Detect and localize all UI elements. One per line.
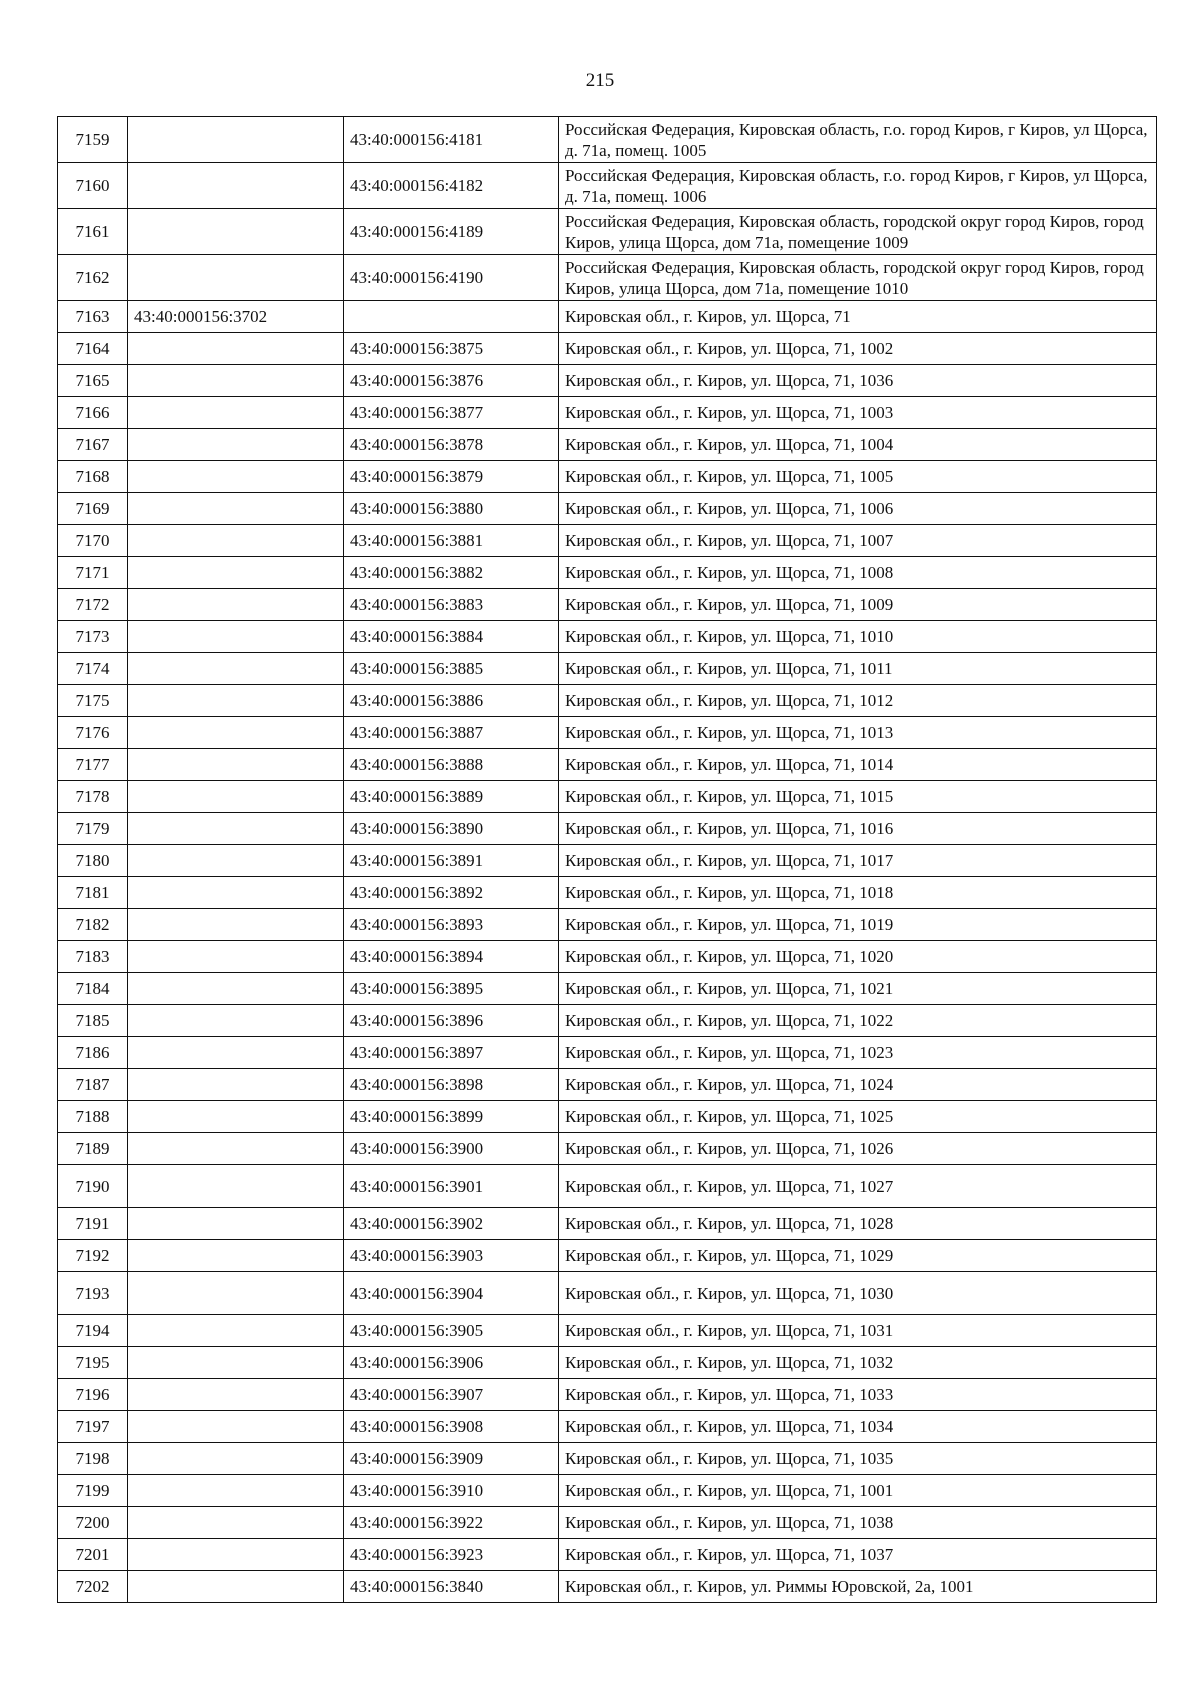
address-cell: Российская Федерация, Кировская область, городской округ город Киров, город Киров, улица Щорса, дом 71а, помещение 1009 xyxy=(559,209,1157,255)
row-number-cell: 7170 xyxy=(58,525,128,557)
registry-table xyxy=(57,116,1157,1603)
table-row xyxy=(58,909,1157,941)
object-cadastral-number-cell: 43:40:000156:3897 xyxy=(344,1037,559,1069)
table-row xyxy=(58,1475,1157,1507)
parcel-cadastral-number-cell xyxy=(128,1539,344,1571)
address-cell: Кировская обл., г. Киров, ул. Щорса, 71, 1004 xyxy=(559,429,1157,461)
address-cell: Кировская обл., г. Киров, ул. Щорса, 71, 1006 xyxy=(559,493,1157,525)
parcel-cadastral-number-cell xyxy=(128,1443,344,1475)
row-number-cell: 7191 xyxy=(58,1208,128,1240)
address-cell: Кировская обл., г. Киров, ул. Щорса, 71, 1019 xyxy=(559,909,1157,941)
parcel-cadastral-number-cell xyxy=(128,1101,344,1133)
parcel-cadastral-number-cell xyxy=(128,1208,344,1240)
row-number-cell: 7173 xyxy=(58,621,128,653)
row-number-cell: 7166 xyxy=(58,397,128,429)
address-cell: Кировская обл., г. Киров, ул. Щорса, 71, 1036 xyxy=(559,365,1157,397)
object-cadastral-number-cell: 43:40:000156:3875 xyxy=(344,333,559,365)
address-cell: Кировская обл., г. Киров, ул. Щорса, 71, 1033 xyxy=(559,1379,1157,1411)
table-row xyxy=(58,333,1157,365)
row-number-cell: 7201 xyxy=(58,1539,128,1571)
row-number-cell: 7200 xyxy=(58,1507,128,1539)
table-row xyxy=(58,1208,1157,1240)
row-number-cell: 7192 xyxy=(58,1240,128,1272)
object-cadastral-number-cell: 43:40:000156:3904 xyxy=(344,1272,559,1315)
object-cadastral-number-cell: 43:40:000156:3881 xyxy=(344,525,559,557)
row-number-cell: 7167 xyxy=(58,429,128,461)
parcel-cadastral-number-cell xyxy=(128,117,344,163)
row-number-cell: 7188 xyxy=(58,1101,128,1133)
address-cell: Кировская обл., г. Киров, ул. Щорса, 71, 1020 xyxy=(559,941,1157,973)
address-cell: Кировская обл., г. Киров, ул. Щорса, 71, 1012 xyxy=(559,685,1157,717)
parcel-cadastral-number-cell xyxy=(128,781,344,813)
object-cadastral-number-cell: 43:40:000156:4190 xyxy=(344,255,559,301)
parcel-cadastral-number-cell xyxy=(128,1037,344,1069)
row-number-cell: 7202 xyxy=(58,1571,128,1603)
row-number-cell: 7177 xyxy=(58,749,128,781)
row-number-cell: 7160 xyxy=(58,163,128,209)
table-row xyxy=(58,461,1157,493)
table-row xyxy=(58,209,1157,255)
address-cell: Кировская обл., г. Киров, ул. Щорса, 71, 1026 xyxy=(559,1133,1157,1165)
object-cadastral-number-cell: 43:40:000156:3890 xyxy=(344,813,559,845)
object-cadastral-number-cell: 43:40:000156:3902 xyxy=(344,1208,559,1240)
parcel-cadastral-number-cell xyxy=(128,1571,344,1603)
address-cell: Кировская обл., г. Киров, ул. Риммы Юровской, 2а, 1001 xyxy=(559,1571,1157,1603)
row-number-cell: 7195 xyxy=(58,1347,128,1379)
address-cell: Кировская обл., г. Киров, ул. Щорса, 71, 1027 xyxy=(559,1165,1157,1208)
parcel-cadastral-number-cell xyxy=(128,941,344,973)
address-cell: Кировская обл., г. Киров, ул. Щорса, 71, 1011 xyxy=(559,653,1157,685)
row-number-cell: 7186 xyxy=(58,1037,128,1069)
parcel-cadastral-number-cell xyxy=(128,845,344,877)
table-row xyxy=(58,653,1157,685)
address-cell: Кировская обл., г. Киров, ул. Щорса, 71, 1001 xyxy=(559,1475,1157,1507)
table-row xyxy=(58,1411,1157,1443)
object-cadastral-number-cell: 43:40:000156:3899 xyxy=(344,1101,559,1133)
row-number-cell: 7162 xyxy=(58,255,128,301)
object-cadastral-number-cell: 43:40:000156:3886 xyxy=(344,685,559,717)
row-number-cell: 7165 xyxy=(58,365,128,397)
parcel-cadastral-number-cell xyxy=(128,493,344,525)
address-cell: Кировская обл., г. Киров, ул. Щорса, 71, 1028 xyxy=(559,1208,1157,1240)
parcel-cadastral-number-cell xyxy=(128,1133,344,1165)
object-cadastral-number-cell: 43:40:000156:3905 xyxy=(344,1315,559,1347)
parcel-cadastral-number-cell xyxy=(128,621,344,653)
row-number-cell: 7181 xyxy=(58,877,128,909)
object-cadastral-number-cell: 43:40:000156:3909 xyxy=(344,1443,559,1475)
parcel-cadastral-number-cell xyxy=(128,909,344,941)
address-cell: Российская Федерация, Кировская область, городской округ город Киров, город Киров, улица Щорса, дом 71а, помещение 1010 xyxy=(559,255,1157,301)
address-cell: Кировская обл., г. Киров, ул. Щорса, 71, 1003 xyxy=(559,397,1157,429)
object-cadastral-number-cell: 43:40:000156:3876 xyxy=(344,365,559,397)
address-cell: Кировская обл., г. Киров, ул. Щорса, 71, 1031 xyxy=(559,1315,1157,1347)
object-cadastral-number-cell: 43:40:000156:3906 xyxy=(344,1347,559,1379)
address-cell: Кировская обл., г. Киров, ул. Щорса, 71, 1015 xyxy=(559,781,1157,813)
table-row xyxy=(58,749,1157,781)
address-cell: Кировская обл., г. Киров, ул. Щорса, 71, 1016 xyxy=(559,813,1157,845)
address-cell: Кировская обл., г. Киров, ул. Щорса, 71, 1013 xyxy=(559,717,1157,749)
parcel-cadastral-number-cell xyxy=(128,557,344,589)
object-cadastral-number-cell: 43:40:000156:3894 xyxy=(344,941,559,973)
row-number-cell: 7164 xyxy=(58,333,128,365)
parcel-cadastral-number-cell xyxy=(128,1347,344,1379)
object-cadastral-number-cell: 43:40:000156:3895 xyxy=(344,973,559,1005)
address-cell: Кировская обл., г. Киров, ул. Щорса, 71, 1008 xyxy=(559,557,1157,589)
parcel-cadastral-number-cell xyxy=(128,209,344,255)
row-number-cell: 7168 xyxy=(58,461,128,493)
parcel-cadastral-number-cell xyxy=(128,461,344,493)
parcel-cadastral-number-cell xyxy=(128,365,344,397)
parcel-cadastral-number-cell xyxy=(128,397,344,429)
address-cell: Кировская обл., г. Киров, ул. Щорса, 71, 1037 xyxy=(559,1539,1157,1571)
table-row xyxy=(58,1165,1157,1208)
object-cadastral-number-cell: 43:40:000156:3882 xyxy=(344,557,559,589)
parcel-cadastral-number-cell xyxy=(128,653,344,685)
object-cadastral-number-cell: 43:40:000156:3885 xyxy=(344,653,559,685)
table-row xyxy=(58,397,1157,429)
table-row xyxy=(58,1379,1157,1411)
table-row xyxy=(58,1347,1157,1379)
table-row xyxy=(58,163,1157,209)
parcel-cadastral-number-cell xyxy=(128,589,344,621)
table-row xyxy=(58,813,1157,845)
object-cadastral-number-cell: 43:40:000156:3840 xyxy=(344,1571,559,1603)
parcel-cadastral-number-cell xyxy=(128,333,344,365)
address-cell: Кировская обл., г. Киров, ул. Щорса, 71, 1014 xyxy=(559,749,1157,781)
object-cadastral-number-cell: 43:40:000156:3878 xyxy=(344,429,559,461)
table-row xyxy=(58,557,1157,589)
table-row xyxy=(58,717,1157,749)
row-number-cell: 7176 xyxy=(58,717,128,749)
table-row xyxy=(58,1037,1157,1069)
parcel-cadastral-number-cell xyxy=(128,1069,344,1101)
row-number-cell: 7180 xyxy=(58,845,128,877)
table-row xyxy=(58,941,1157,973)
registry-table-body xyxy=(58,117,1157,1603)
row-number-cell: 7189 xyxy=(58,1133,128,1165)
table-row xyxy=(58,493,1157,525)
row-number-cell: 7161 xyxy=(58,209,128,255)
parcel-cadastral-number-cell xyxy=(128,749,344,781)
address-cell: Кировская обл., г. Киров, ул. Щорса, 71, 1005 xyxy=(559,461,1157,493)
address-cell: Кировская обл., г. Киров, ул. Щорса, 71, 1023 xyxy=(559,1037,1157,1069)
table-row xyxy=(58,1133,1157,1165)
parcel-cadastral-number-cell xyxy=(128,1475,344,1507)
object-cadastral-number-cell: 43:40:000156:3887 xyxy=(344,717,559,749)
object-cadastral-number-cell: 43:40:000156:3901 xyxy=(344,1165,559,1208)
address-cell: Кировская обл., г. Киров, ул. Щорса, 71, 1021 xyxy=(559,973,1157,1005)
address-cell: Кировская обл., г. Киров, ул. Щорса, 71, 1024 xyxy=(559,1069,1157,1101)
object-cadastral-number-cell: 43:40:000156:4189 xyxy=(344,209,559,255)
row-number-cell: 7184 xyxy=(58,973,128,1005)
table-row xyxy=(58,1272,1157,1315)
table-row xyxy=(58,589,1157,621)
object-cadastral-number-cell: 43:40:000156:3908 xyxy=(344,1411,559,1443)
table-row xyxy=(58,1240,1157,1272)
address-cell: Кировская обл., г. Киров, ул. Щорса, 71, 1038 xyxy=(559,1507,1157,1539)
parcel-cadastral-number-cell xyxy=(128,1005,344,1037)
row-number-cell: 7198 xyxy=(58,1443,128,1475)
parcel-cadastral-number-cell xyxy=(128,1507,344,1539)
parcel-cadastral-number-cell xyxy=(128,255,344,301)
address-cell: Российская Федерация, Кировская область, г.о. город Киров, г Киров, ул Щорса, д. 71а, помещ. 1006 xyxy=(559,163,1157,209)
row-number-cell: 7175 xyxy=(58,685,128,717)
row-number-cell: 7190 xyxy=(58,1165,128,1208)
address-cell: Кировская обл., г. Киров, ул. Щорса, 71 xyxy=(559,301,1157,333)
parcel-cadastral-number-cell xyxy=(128,685,344,717)
address-cell: Кировская обл., г. Киров, ул. Щорса, 71, 1035 xyxy=(559,1443,1157,1475)
object-cadastral-number-cell xyxy=(344,301,559,333)
address-cell: Кировская обл., г. Киров, ул. Щорса, 71, 1034 xyxy=(559,1411,1157,1443)
object-cadastral-number-cell: 43:40:000156:3888 xyxy=(344,749,559,781)
row-number-cell: 7183 xyxy=(58,941,128,973)
table-row xyxy=(58,301,1157,333)
table-row xyxy=(58,877,1157,909)
object-cadastral-number-cell: 43:40:000156:3883 xyxy=(344,589,559,621)
parcel-cadastral-number-cell xyxy=(128,1315,344,1347)
table-row xyxy=(58,1571,1157,1603)
table-row xyxy=(58,1507,1157,1539)
table-row xyxy=(58,365,1157,397)
object-cadastral-number-cell: 43:40:000156:3884 xyxy=(344,621,559,653)
object-cadastral-number-cell: 43:40:000156:3891 xyxy=(344,845,559,877)
row-number-cell: 7197 xyxy=(58,1411,128,1443)
address-cell: Кировская обл., г. Киров, ул. Щорса, 71, 1007 xyxy=(559,525,1157,557)
address-cell: Кировская обл., г. Киров, ул. Щорса, 71, 1032 xyxy=(559,1347,1157,1379)
table-row xyxy=(58,117,1157,163)
address-cell: Кировская обл., г. Киров, ул. Щорса, 71, 1030 xyxy=(559,1272,1157,1315)
parcel-cadastral-number-cell xyxy=(128,1379,344,1411)
object-cadastral-number-cell: 43:40:000156:4182 xyxy=(344,163,559,209)
parcel-cadastral-number-cell xyxy=(128,973,344,1005)
object-cadastral-number-cell: 43:40:000156:4181 xyxy=(344,117,559,163)
row-number-cell: 7182 xyxy=(58,909,128,941)
row-number-cell: 7174 xyxy=(58,653,128,685)
row-number-cell: 7172 xyxy=(58,589,128,621)
page-number: 215 xyxy=(585,70,615,91)
table-row xyxy=(58,1005,1157,1037)
object-cadastral-number-cell: 43:40:000156:3877 xyxy=(344,397,559,429)
row-number-cell: 7159 xyxy=(58,117,128,163)
object-cadastral-number-cell: 43:40:000156:3880 xyxy=(344,493,559,525)
row-number-cell: 7169 xyxy=(58,493,128,525)
parcel-cadastral-number-cell xyxy=(128,429,344,461)
parcel-cadastral-number-cell xyxy=(128,877,344,909)
object-cadastral-number-cell: 43:40:000156:3898 xyxy=(344,1069,559,1101)
parcel-cadastral-number-cell xyxy=(128,1165,344,1208)
object-cadastral-number-cell: 43:40:000156:3900 xyxy=(344,1133,559,1165)
object-cadastral-number-cell: 43:40:000156:3893 xyxy=(344,909,559,941)
address-cell: Российская Федерация, Кировская область, г.о. город Киров, г Киров, ул Щорса, д. 71а, помещ. 1005 xyxy=(559,117,1157,163)
parcel-cadastral-number-cell xyxy=(128,163,344,209)
object-cadastral-number-cell: 43:40:000156:3892 xyxy=(344,877,559,909)
row-number-cell: 7163 xyxy=(58,301,128,333)
table-row xyxy=(58,525,1157,557)
row-number-cell: 7179 xyxy=(58,813,128,845)
object-cadastral-number-cell: 43:40:000156:3923 xyxy=(344,1539,559,1571)
object-cadastral-number-cell: 43:40:000156:3879 xyxy=(344,461,559,493)
parcel-cadastral-number-cell xyxy=(128,717,344,749)
object-cadastral-number-cell: 43:40:000156:3907 xyxy=(344,1379,559,1411)
address-cell: Кировская обл., г. Киров, ул. Щорса, 71, 1025 xyxy=(559,1101,1157,1133)
parcel-cadastral-number-cell: 43:40:000156:3702 xyxy=(128,301,344,333)
object-cadastral-number-cell: 43:40:000156:3922 xyxy=(344,1507,559,1539)
table-row xyxy=(58,1069,1157,1101)
parcel-cadastral-number-cell xyxy=(128,1411,344,1443)
row-number-cell: 7194 xyxy=(58,1315,128,1347)
table-row xyxy=(58,845,1157,877)
object-cadastral-number-cell: 43:40:000156:3903 xyxy=(344,1240,559,1272)
row-number-cell: 7185 xyxy=(58,1005,128,1037)
address-cell: Кировская обл., г. Киров, ул. Щорса, 71, 1002 xyxy=(559,333,1157,365)
row-number-cell: 7196 xyxy=(58,1379,128,1411)
row-number-cell: 7193 xyxy=(58,1272,128,1315)
parcel-cadastral-number-cell xyxy=(128,813,344,845)
parcel-cadastral-number-cell xyxy=(128,1240,344,1272)
address-cell: Кировская обл., г. Киров, ул. Щорса, 71, 1018 xyxy=(559,877,1157,909)
table-row xyxy=(58,973,1157,1005)
object-cadastral-number-cell: 43:40:000156:3910 xyxy=(344,1475,559,1507)
object-cadastral-number-cell: 43:40:000156:3896 xyxy=(344,1005,559,1037)
address-cell: Кировская обл., г. Киров, ул. Щорса, 71, 1029 xyxy=(559,1240,1157,1272)
table-row xyxy=(58,621,1157,653)
parcel-cadastral-number-cell xyxy=(128,525,344,557)
object-cadastral-number-cell: 43:40:000156:3889 xyxy=(344,781,559,813)
table-row xyxy=(58,1101,1157,1133)
row-number-cell: 7171 xyxy=(58,557,128,589)
table-row xyxy=(58,429,1157,461)
table-row xyxy=(58,1539,1157,1571)
table-row xyxy=(58,1315,1157,1347)
address-cell: Кировская обл., г. Киров, ул. Щорса, 71, 1010 xyxy=(559,621,1157,653)
table-row xyxy=(58,1443,1157,1475)
address-cell: Кировская обл., г. Киров, ул. Щорса, 71, 1017 xyxy=(559,845,1157,877)
table-row xyxy=(58,685,1157,717)
address-cell: Кировская обл., г. Киров, ул. Щорса, 71, 1009 xyxy=(559,589,1157,621)
row-number-cell: 7199 xyxy=(58,1475,128,1507)
parcel-cadastral-number-cell xyxy=(128,1272,344,1315)
row-number-cell: 7187 xyxy=(58,1069,128,1101)
table-row xyxy=(58,781,1157,813)
row-number-cell: 7178 xyxy=(58,781,128,813)
table-row xyxy=(58,255,1157,301)
address-cell: Кировская обл., г. Киров, ул. Щорса, 71, 1022 xyxy=(559,1005,1157,1037)
